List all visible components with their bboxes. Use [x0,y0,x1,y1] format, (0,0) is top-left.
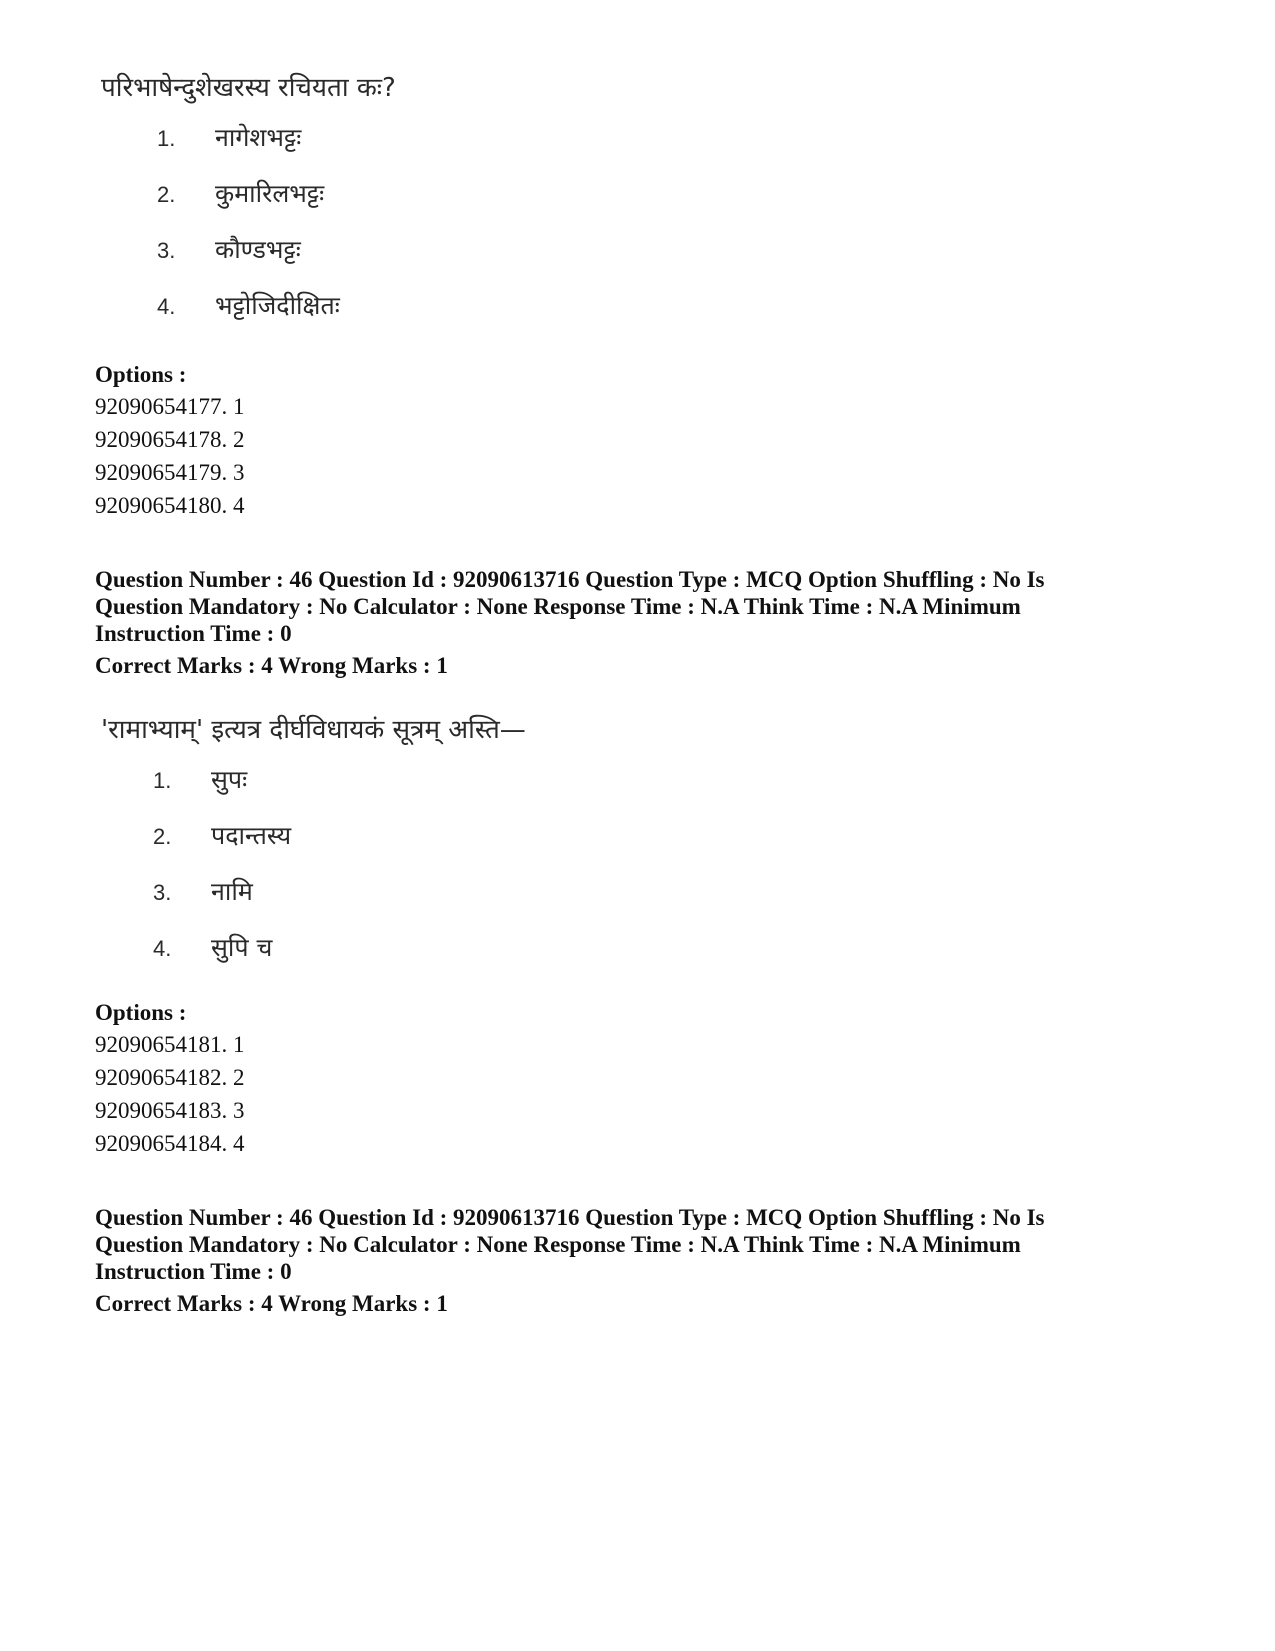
choice-text: पदान्तस्य [211,821,292,850]
choice-number: 4. [153,936,172,961]
choice-item [157,288,1215,344]
choice-list [157,120,1215,344]
choice-number: 3. [157,238,176,263]
options-label: Options : [95,1000,187,1025]
option-row: 92090654183. 3 [95,1098,245,1123]
option-row: 92090654182. 2 [95,1065,245,1090]
options-section [95,360,1215,522]
option-row: 92090654181. 1 [95,1032,245,1057]
choice-item [157,232,1215,288]
question-block [95,70,1215,344]
choice-item [153,930,1215,986]
question-block [95,712,1215,986]
option-row: 92090654184. 4 [95,1131,245,1156]
choice-number: 1. [157,126,176,151]
question-stem: परिभाषेन्दुशेखरस्य रचियता कः? [101,73,396,103]
choice-text: कुमारिलभट्टः [215,179,325,208]
question-meta: Question Number : 46 Question Id : 92090613716 Question Type : MCQ Option Shuffling : No Is Question Mandatory : No Calculator : None Response Time : N.A Think Time : N.A Minimum Instruction Time : 0 [95,1205,1045,1284]
question-stem: 'रामाभ्याम्' इत्यत्र दीर्घविधायकं सूत्रम् अस्ति— [101,715,526,745]
question-image [95,70,1215,344]
choice-text: भट्टोजिदीक्षितः [215,291,340,320]
options-label: Options : [95,362,187,387]
question-meta-section [95,1204,1215,1317]
options-section [95,998,1215,1160]
choice-number: 3. [153,880,172,905]
choice-number: 2. [157,182,176,207]
choice-item [157,120,1215,176]
choice-item [153,762,1215,818]
question-marks: Correct Marks : 4 Wrong Marks : 1 [95,1291,448,1316]
option-row: 92090654180. 4 [95,493,245,518]
choice-item [157,176,1215,232]
choice-text: नामि [211,877,253,906]
question-image [95,712,1215,986]
options-list [95,390,1215,522]
choice-text: नागेशभट्टः [215,123,302,152]
option-row: 92090654177. 1 [95,394,245,419]
question-meta: Question Number : 46 Question Id : 92090613716 Question Type : MCQ Option Shuffling : No Is Question Mandatory : No Calculator : None Response Time : N.A Think Time : N.A Minimum Instruction Time : 0 [95,567,1045,646]
choice-text: सुपि च [211,933,273,962]
choice-number: 2. [153,824,172,849]
choice-text: सुपः [211,765,248,794]
options-list [95,1028,1215,1160]
choice-item [153,818,1215,874]
choice-list [153,762,1215,986]
question-marks: Correct Marks : 4 Wrong Marks : 1 [95,653,448,678]
choice-number: 1. [153,768,172,793]
choice-text: कौण्डभट्टः [215,235,301,264]
choice-number: 4. [157,294,176,319]
choice-item [153,874,1215,930]
option-row: 92090654179. 3 [95,460,245,485]
option-row: 92090654178. 2 [95,427,245,452]
question-meta-section [95,566,1215,679]
